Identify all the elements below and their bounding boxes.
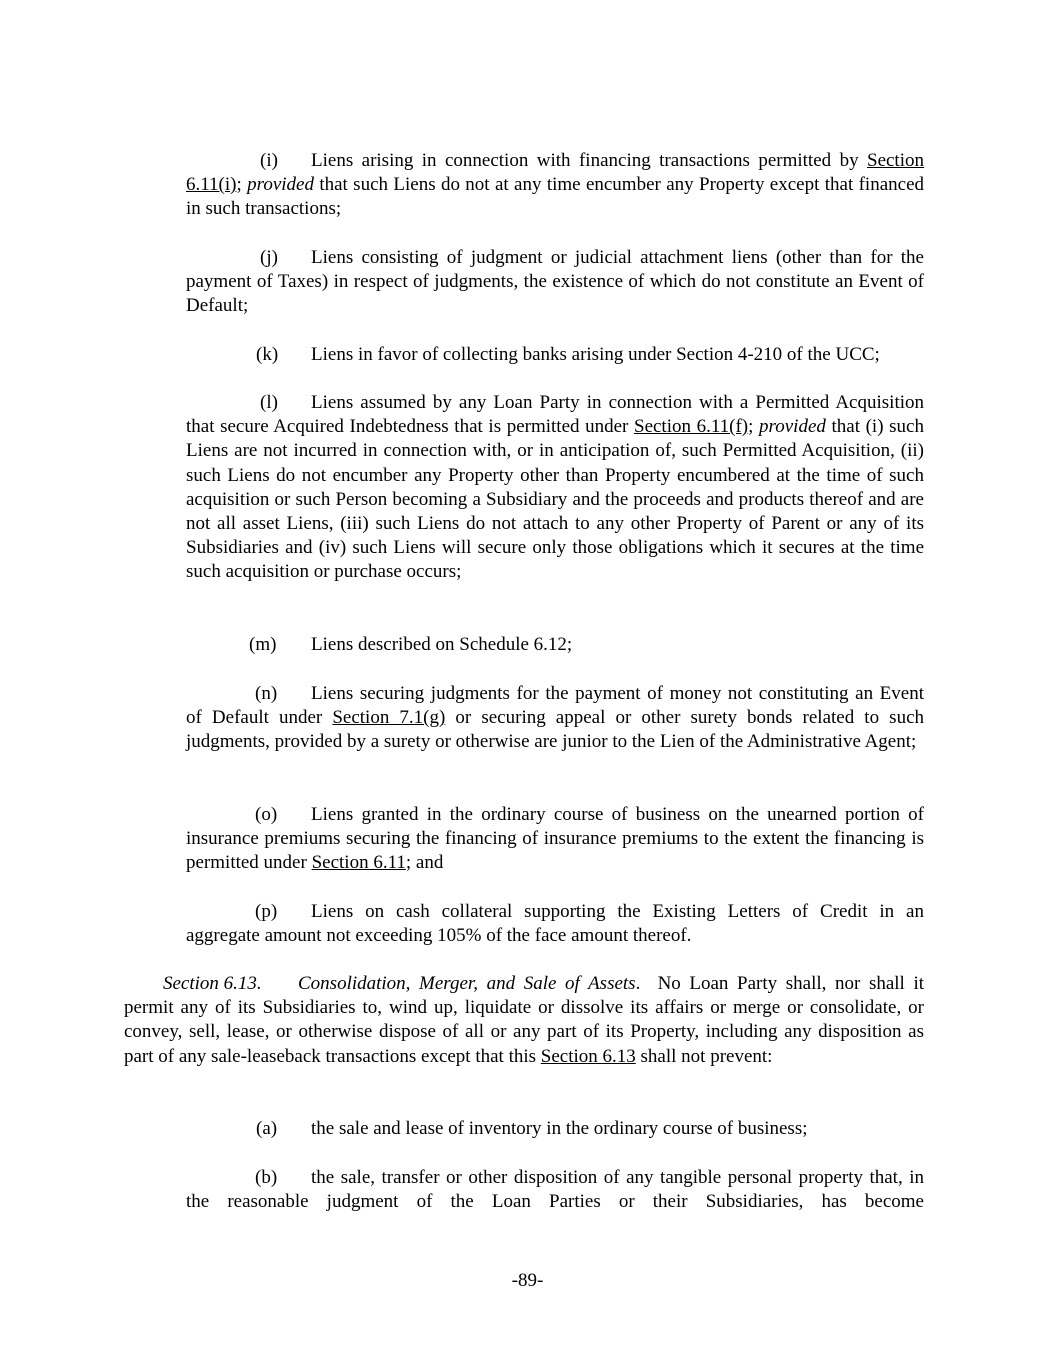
clause-text: Liens securing judgments for the payment of money not constituting an Event of Default under (186, 683, 924, 729)
section-reference-link[interactable]: Section 7.1(g) (332, 707, 446, 729)
clause-a (186, 1117, 924, 1141)
clause-label: (b) (255, 1167, 278, 1188)
clause-k (186, 343, 946, 367)
clause-text: Liens arising in connection with financing transactions permitted by (311, 150, 867, 171)
section-reference-link[interactable]: Section 6.11(f) (634, 416, 749, 438)
clause-label: (i) (260, 150, 278, 171)
section-reference-link[interactable]: Section 6.11(i) (186, 150, 924, 196)
clause-label: (l) (260, 392, 278, 413)
clause-text: the sale and lease of inventory in the ordinary course of business; (311, 1118, 808, 1139)
provided-term: provided (759, 416, 826, 438)
page-number: -89- (511, 1270, 544, 1291)
clause-n: (n) Liens securing judgments for the payment of money not constituting an Event of Default under Section 7.1(g) or securing appeal or other surety bonds related to such judgments, provided by a surety or otherwise are junior to the Lien of the Administrative Agent; (186, 683, 925, 753)
clause-text: Liens granted in the ordinary course of business on the unearned portion of insurance premiums securing the financing of insurance premiums to the extent the financing is permitted under (186, 804, 924, 874)
clause-m (186, 633, 924, 657)
clause-label: (o) (255, 804, 278, 825)
clause-text: Liens in favor of collecting banks arising under Section 4-210 of the UCC; (311, 344, 880, 365)
clause-label: (p) (255, 901, 278, 922)
clause-label: (j) (260, 247, 278, 268)
clause-text: Liens consisting of judgment or judicial attachment liens (other than for the payment of Taxes) in respect of judgments, the existence of which do not constitute an Event of Default; (186, 247, 924, 317)
clause-text: Liens described on Schedule 6.12; (311, 634, 573, 655)
clause-text: Liens on cash collateral supporting the Existing Letters of Credit in an aggregate amount not exceeding 105% of the face amount thereof. (186, 901, 924, 947)
section-reference-link[interactable]: Section 6.11 (311, 852, 406, 874)
clause-b (186, 1166, 924, 1214)
clause-l: (l) Liens assumed by any Loan Party in connection with a Permitted Acquisition that secure Acquired Indebtedness that is permitted under Section 6.11(f); provided that (i) such Liens are not incurred in connection with, or in anticipation of, such Permitted Acquisition, (ii) such Liens do not encumber any Property other than Property encumbered at the time of such acquisition or such Person becoming a Subsidiary and the proceeds and products thereof and are not all asset Liens, (iii) such Liens do not attach to any other Property of Parent or any of its Subsidiaries and (iv) such Liens will secure only those obligations which it secures at the time such acquisition or purchase occurs; (186, 392, 924, 583)
clause-p (186, 900, 924, 948)
provided-term: provided (247, 174, 314, 196)
section-text: No Loan Party shall, nor shall it permit any of its Subsidiaries to, wind up, liquidate or dissolve its affairs or merge or consolidate, or convey, sell, lease, or otherwise dispose of all or any part of its Property, including any disposition as part of any sale-leaseback transactions except that this (124, 973, 925, 1067)
section-6-13: Section 6.13. Consolidation, Merger, and Sale of Assets. No Loan Party shall, nor shall it permit any of its Subsidiaries to, wind up, liquidate or dissolve its affairs or merge or consolidate, or convey, sell, lease, or otherwise dispose of all or any part of its Property, including any disposition as part of any sale-leaseback transactions except that this Section 6.13 shall not prevent: (124, 973, 925, 1067)
section-heading: Consolidation, Merger, and Sale of Assets (298, 973, 636, 994)
clause-text: the sale, transfer or other disposition of any tangible personal property that, in the reasonable judgment of the Loan Parties or their Subsidiaries, has become (186, 1167, 924, 1213)
clause-j (186, 246, 924, 319)
clause-i: (i) Liens arising in connection with financing transactions permitted by Section 6.11(i); provided that such Liens do not at any time encumber any Property except that financed in such transactions; (186, 150, 924, 220)
clause-o: (o) Liens granted in the ordinary course of business on the unearned portion of insurance premiums securing the financing of insurance premiums to the extent the financing is permitted under Section 6.11; and (186, 804, 924, 874)
section-reference-link[interactable]: Section 6.13 (540, 1045, 636, 1067)
clause-label: (m) (249, 634, 277, 655)
section-number: Section 6.13. (163, 973, 262, 994)
clause-text: Liens assumed by any Loan Party in connection with a Permitted Acquisition that secure Acquired Indebtedness that is permitted under (186, 392, 924, 438)
clause-label: (k) (256, 344, 279, 365)
clause-label: (n) (255, 683, 278, 704)
clause-label: (a) (256, 1118, 278, 1139)
